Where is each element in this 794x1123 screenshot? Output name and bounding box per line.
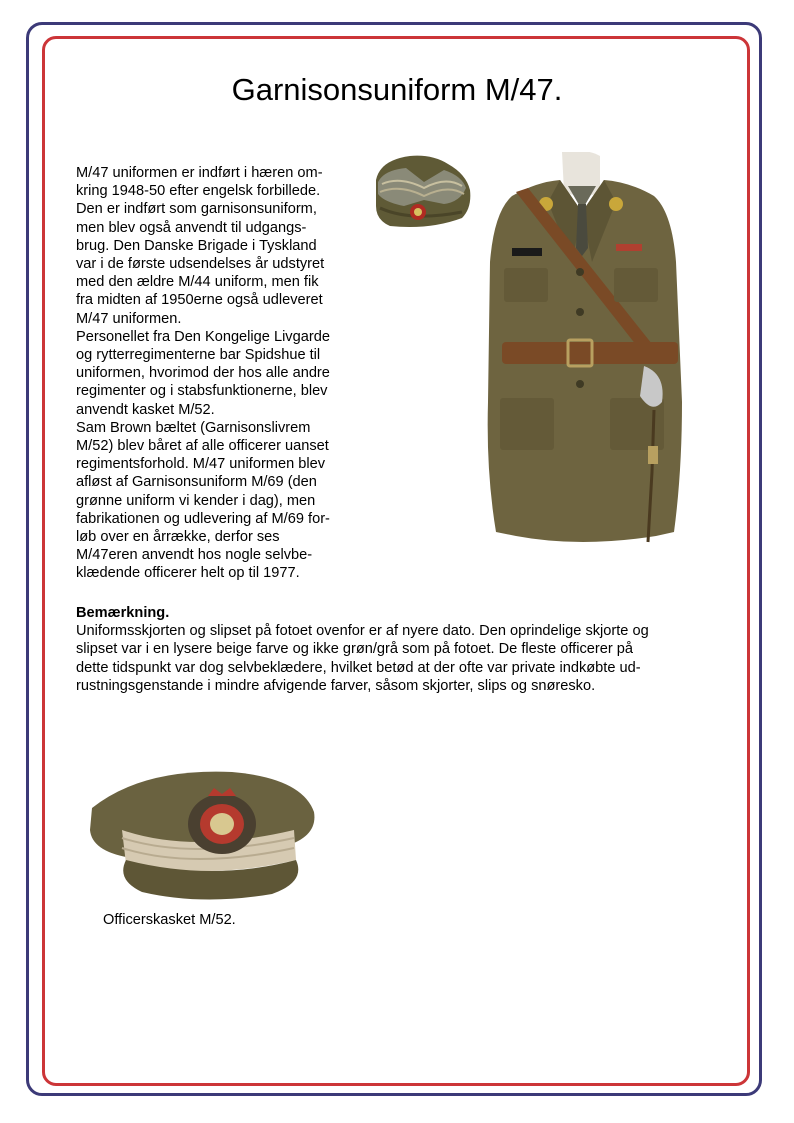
body-line: M/47 uniformen er indført i hæren om- (76, 165, 323, 181)
body-line: løb over en årrække, derfor ses (76, 529, 280, 546)
body-line: kring 1948-50 efter engelsk forbillede. (76, 183, 321, 200)
side-cap-photo (370, 150, 474, 232)
remark-line: Uniformsskjorten og slipset på fotoet ovenfor er af nyere dato. Den oprindelige skjorte og (76, 623, 649, 640)
body-line: regimenter og i stabsfunktionerne, blev (76, 383, 328, 400)
body-line: regimentsforhold. M/47 uniformen blev (76, 456, 326, 473)
body-line: uniformen, hvorimod der hos alle andre (76, 365, 330, 382)
body-line: M/47 uniformen. (76, 310, 182, 327)
image-caption: Officerskasket M/52. (103, 912, 236, 928)
body-line: Den er indført som garnisonsuniform, (76, 201, 317, 218)
body-line: afløst af Garnisonsuniform M/69 (den (76, 474, 317, 491)
body-line: klædende officerer helt op til 1977. (76, 565, 300, 582)
page-title: Garnisonsuniform M/47. (231, 72, 563, 107)
remark-line: slipset var i en lysere beige farve og ikke grøn/grå som på fotoet. De fleste officerer på (76, 641, 633, 658)
body-line: Sam Brown bæltet (Garnisonslivrem (76, 419, 311, 436)
body-line: M/47eren anvendt hos nogle selvbe- (76, 547, 313, 564)
remark-heading: Bemærkning. (76, 605, 170, 621)
remark-line: rustningsgenstande i mindre afvigende farver, såsom skjorter, slips og snøresko. (76, 677, 596, 694)
body-line: var i de første udsendelses år udstyret (76, 256, 325, 273)
body-line: og rytterregimenterne bar Spidshue til (76, 347, 321, 364)
remark-section (76, 604, 716, 695)
body-line: men blev også anvendt til udgangs- (76, 219, 307, 236)
uniform-jacket-photo (476, 152, 690, 554)
body-line: med den ældre M/44 uniform, men fik (76, 274, 319, 291)
peaked-cap-photo (82, 760, 320, 906)
body-text (76, 164, 358, 583)
remark-line: dette tidspunkt var dog selvbeklædere, hvilket betød at der ofte var private indkøbte ud- (76, 659, 641, 676)
body-line: grønne uniform vi kender i dag), men (76, 492, 316, 509)
body-line: fabrikationen og udlevering af M/69 for- (76, 510, 330, 527)
body-line: Personellet fra Den Kongelige Livgarde (76, 328, 330, 345)
body-line: M/52) blev båret af alle officerer uanset (76, 438, 329, 455)
body-line: brug. Den Danske Brigade i Tyskland (76, 237, 317, 254)
body-line: fra midten af 1950erne også udleveret (76, 292, 323, 309)
body-line: anvendt kasket M/52. (76, 401, 215, 418)
